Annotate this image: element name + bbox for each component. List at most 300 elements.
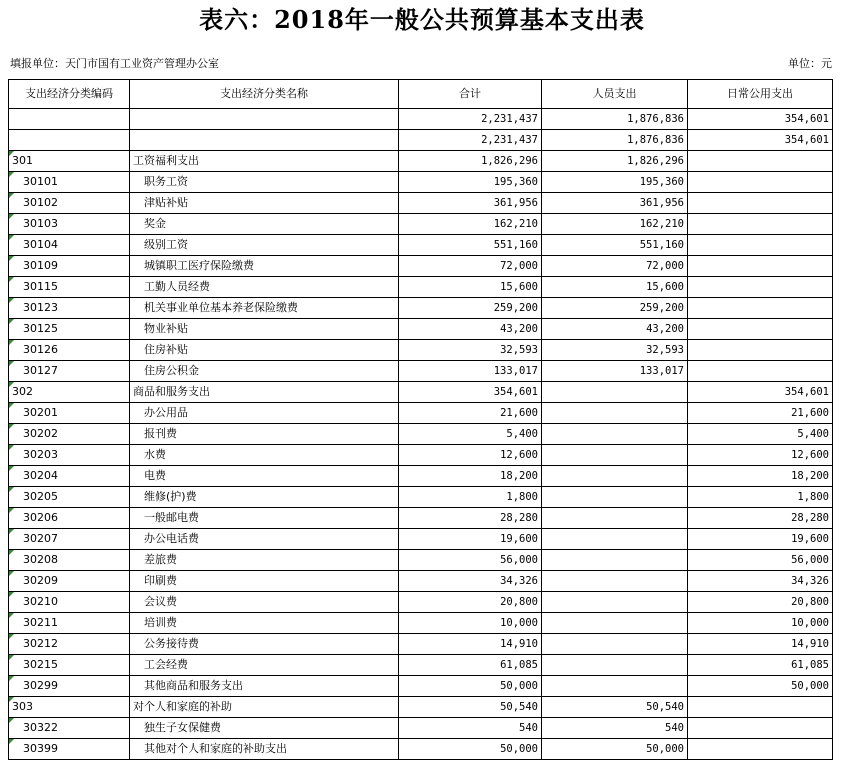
row-personnel-cell bbox=[542, 529, 688, 550]
cell-text: 195,360 bbox=[493, 176, 538, 188]
cell-flag-icon bbox=[9, 613, 14, 618]
table-row bbox=[9, 424, 833, 445]
cell-text: 21,600 bbox=[791, 407, 829, 419]
row-name-cell bbox=[130, 676, 399, 697]
row-name-cell bbox=[130, 361, 399, 382]
row-personnel-cell bbox=[542, 214, 688, 235]
cell-text: 540 bbox=[519, 722, 538, 734]
cell-text: 30206 bbox=[23, 511, 58, 524]
row-public-cell bbox=[688, 571, 833, 592]
row-personnel-cell bbox=[542, 277, 688, 298]
row-public-cell bbox=[688, 529, 833, 550]
row-personnel-cell bbox=[542, 298, 688, 319]
row-personnel-cell bbox=[542, 676, 688, 697]
cell-text: 1,826,296 bbox=[481, 155, 538, 167]
row-public-cell bbox=[688, 550, 833, 571]
row-public-cell bbox=[688, 382, 833, 403]
row-total-cell bbox=[399, 655, 542, 676]
cell-text: 20,800 bbox=[500, 596, 538, 608]
table-row bbox=[9, 361, 833, 382]
cell-text: 354,601 bbox=[784, 386, 829, 398]
cell-text: 机关事业单位基本养老保险缴费 bbox=[144, 301, 298, 314]
cell-text: 30125 bbox=[23, 322, 58, 335]
row-code-cell bbox=[9, 445, 130, 466]
row-total-cell bbox=[399, 424, 542, 445]
cell-text: 30109 bbox=[23, 259, 58, 272]
cell-text: 城镇职工医疗保险缴费 bbox=[144, 259, 254, 272]
table-row bbox=[9, 277, 833, 298]
cell-text: 30211 bbox=[23, 616, 58, 629]
row-code-cell bbox=[9, 214, 130, 235]
cell-text: 公务接待费 bbox=[144, 637, 199, 650]
row-personnel-cell bbox=[542, 445, 688, 466]
table-row bbox=[9, 340, 833, 361]
cell-flag-icon bbox=[9, 172, 14, 177]
cell-text: 30101 bbox=[23, 175, 58, 188]
cell-text: 水费 bbox=[144, 448, 166, 461]
cell-text: 30208 bbox=[23, 553, 58, 566]
cell-text: 14,910 bbox=[791, 638, 829, 650]
cell-text: 50,540 bbox=[500, 701, 538, 713]
cell-text: 259,200 bbox=[639, 302, 684, 314]
row-total-cell bbox=[399, 739, 542, 760]
cell-flag-icon bbox=[9, 655, 14, 660]
row-code-cell bbox=[9, 361, 130, 382]
table-header-row bbox=[9, 80, 833, 109]
row-code-cell bbox=[9, 130, 130, 151]
cell-text: 20,800 bbox=[791, 596, 829, 608]
cell-text: 56,000 bbox=[500, 554, 538, 566]
row-name-cell bbox=[130, 109, 399, 130]
table-row bbox=[9, 613, 833, 634]
row-code-cell bbox=[9, 571, 130, 592]
cell-text: 30203 bbox=[23, 448, 58, 461]
row-public-cell bbox=[688, 466, 833, 487]
row-total-cell bbox=[399, 298, 542, 319]
table-row bbox=[9, 550, 833, 571]
row-total-cell bbox=[399, 403, 542, 424]
row-name-cell bbox=[130, 382, 399, 403]
row-personnel-cell bbox=[542, 508, 688, 529]
row-name-cell bbox=[130, 613, 399, 634]
cell-flag-icon bbox=[9, 403, 14, 408]
row-name-cell bbox=[130, 424, 399, 445]
row-personnel-cell bbox=[542, 550, 688, 571]
row-code-cell bbox=[9, 403, 130, 424]
cell-text: 28,280 bbox=[500, 512, 538, 524]
table-row bbox=[9, 109, 833, 130]
cell-text: 30210 bbox=[23, 595, 58, 608]
cell-text: 工资福利支出 bbox=[133, 154, 199, 167]
row-personnel-cell bbox=[542, 613, 688, 634]
row-personnel-cell bbox=[542, 739, 688, 760]
cell-text: 30103 bbox=[23, 217, 58, 230]
cell-flag-icon bbox=[9, 466, 14, 471]
cell-text: 162,210 bbox=[639, 218, 684, 230]
row-code-cell bbox=[9, 298, 130, 319]
table-row bbox=[9, 571, 833, 592]
cell-text: 30202 bbox=[23, 427, 58, 440]
cell-text: 5,400 bbox=[506, 428, 538, 440]
cell-text: 10,000 bbox=[500, 617, 538, 629]
cell-flag-icon bbox=[9, 571, 14, 576]
row-name-cell bbox=[130, 508, 399, 529]
cell-text: 30115 bbox=[23, 280, 58, 293]
row-public-cell bbox=[688, 508, 833, 529]
cell-text: 物业补贴 bbox=[144, 322, 188, 335]
cell-flag-icon bbox=[9, 676, 14, 681]
cell-text: 133,017 bbox=[493, 365, 538, 377]
cell-text: 维修(护)费 bbox=[144, 490, 197, 503]
row-total-cell bbox=[399, 613, 542, 634]
row-personnel-cell bbox=[542, 634, 688, 655]
cell-text: 独生子女保健费 bbox=[144, 721, 221, 734]
cell-text: 162,210 bbox=[493, 218, 538, 230]
cell-flag-icon bbox=[9, 193, 14, 198]
cell-text: 303 bbox=[12, 700, 33, 713]
cell-text: 28,280 bbox=[791, 512, 829, 524]
row-name-cell bbox=[130, 319, 399, 340]
cell-text: 1,826,296 bbox=[627, 155, 684, 167]
table-row bbox=[9, 214, 833, 235]
cell-text: 354,601 bbox=[784, 113, 829, 125]
cell-text: 551,160 bbox=[493, 239, 538, 251]
row-name-cell bbox=[130, 193, 399, 214]
row-code-cell bbox=[9, 466, 130, 487]
row-personnel-cell bbox=[542, 235, 688, 256]
cell-flag-icon bbox=[9, 382, 14, 387]
cell-text: 50,000 bbox=[500, 680, 538, 692]
row-total-cell bbox=[399, 130, 542, 151]
cell-text: 住房公积金 bbox=[144, 364, 199, 377]
row-personnel-cell bbox=[542, 466, 688, 487]
cell-text: 301 bbox=[12, 154, 33, 167]
row-personnel-cell bbox=[542, 256, 688, 277]
cell-text: 30123 bbox=[23, 301, 58, 314]
table-row bbox=[9, 466, 833, 487]
cell-text: 30127 bbox=[23, 364, 58, 377]
row-personnel-cell bbox=[542, 487, 688, 508]
row-public-cell bbox=[688, 340, 833, 361]
row-total-cell bbox=[399, 634, 542, 655]
row-personnel-cell bbox=[542, 151, 688, 172]
row-public-cell bbox=[688, 277, 833, 298]
cell-text: 30299 bbox=[23, 679, 58, 692]
currency-unit: 单位：元 bbox=[788, 57, 832, 70]
row-total-cell bbox=[399, 529, 542, 550]
row-name-cell bbox=[130, 172, 399, 193]
row-personnel-cell bbox=[542, 655, 688, 676]
row-total-cell bbox=[399, 340, 542, 361]
row-name-cell bbox=[130, 130, 399, 151]
cell-text: 30126 bbox=[23, 343, 58, 356]
cell-text: 1,800 bbox=[797, 491, 829, 503]
row-name-cell bbox=[130, 403, 399, 424]
cell-text: 津贴补贴 bbox=[144, 196, 188, 209]
row-personnel-cell bbox=[542, 403, 688, 424]
cell-text: 30212 bbox=[23, 637, 58, 650]
cell-text: 一般邮电费 bbox=[144, 511, 199, 524]
row-public-cell bbox=[688, 214, 833, 235]
row-public-cell bbox=[688, 634, 833, 655]
cell-text: 302 bbox=[12, 385, 33, 398]
cell-text: 34,326 bbox=[791, 575, 829, 587]
table-row bbox=[9, 403, 833, 424]
cell-flag-icon bbox=[9, 298, 14, 303]
row-total-cell bbox=[399, 277, 542, 298]
cell-text: 2,231,437 bbox=[481, 113, 538, 125]
cell-flag-icon bbox=[9, 529, 14, 534]
row-public-cell bbox=[688, 109, 833, 130]
cell-flag-icon bbox=[9, 151, 14, 156]
row-code-cell bbox=[9, 718, 130, 739]
row-total-cell bbox=[399, 676, 542, 697]
table-row bbox=[9, 130, 833, 151]
cell-text: 培训费 bbox=[144, 616, 177, 629]
cell-text: 1,800 bbox=[506, 491, 538, 503]
row-name-cell bbox=[130, 718, 399, 739]
row-code-cell bbox=[9, 697, 130, 718]
row-name-cell bbox=[130, 151, 399, 172]
cell-text: 办公用品 bbox=[144, 406, 188, 419]
row-public-cell bbox=[688, 445, 833, 466]
row-public-cell bbox=[688, 151, 833, 172]
row-public-cell bbox=[688, 655, 833, 676]
cell-text: 50,000 bbox=[500, 743, 538, 755]
reporting-unit: 填报单位：天门市国有工业资产管理办公室 bbox=[10, 57, 219, 70]
row-code-cell bbox=[9, 634, 130, 655]
cell-text: 21,600 bbox=[500, 407, 538, 419]
row-name-cell bbox=[130, 571, 399, 592]
cell-flag-icon bbox=[9, 340, 14, 345]
cell-text: 15,600 bbox=[500, 281, 538, 293]
row-name-cell bbox=[130, 235, 399, 256]
cell-text: 1,876,836 bbox=[627, 134, 684, 146]
row-total-cell bbox=[399, 361, 542, 382]
row-total-cell bbox=[399, 466, 542, 487]
row-total-cell bbox=[399, 214, 542, 235]
cell-text: 工勤人员经费 bbox=[144, 280, 210, 293]
cell-text: 1,876,836 bbox=[627, 113, 684, 125]
row-personnel-cell bbox=[542, 361, 688, 382]
cell-text: 50,000 bbox=[791, 680, 829, 692]
row-code-cell bbox=[9, 739, 130, 760]
row-name-cell bbox=[130, 214, 399, 235]
table-row bbox=[9, 718, 833, 739]
row-personnel-cell bbox=[542, 592, 688, 613]
cell-text: 30207 bbox=[23, 532, 58, 545]
table-row bbox=[9, 298, 833, 319]
row-code-cell bbox=[9, 340, 130, 361]
cell-text: 12,600 bbox=[500, 449, 538, 461]
cell-text: 259,200 bbox=[493, 302, 538, 314]
row-public-cell bbox=[688, 361, 833, 382]
cell-flag-icon bbox=[9, 739, 14, 744]
row-total-cell bbox=[399, 256, 542, 277]
cell-text: 30201 bbox=[23, 406, 58, 419]
page-title: 表六：2018年一般公共预算基本支出表 bbox=[199, 5, 645, 34]
row-code-cell bbox=[9, 235, 130, 256]
cell-flag-icon bbox=[9, 256, 14, 261]
row-total-cell bbox=[399, 592, 542, 613]
row-public-cell bbox=[688, 172, 833, 193]
row-code-cell bbox=[9, 613, 130, 634]
cell-text: 50,000 bbox=[646, 743, 684, 755]
table-row bbox=[9, 151, 833, 172]
row-code-cell bbox=[9, 151, 130, 172]
row-name-cell bbox=[130, 550, 399, 571]
budget-table bbox=[8, 79, 833, 760]
cell-text: 30322 bbox=[23, 721, 58, 734]
row-public-cell bbox=[688, 676, 833, 697]
row-code-cell bbox=[9, 592, 130, 613]
table-row bbox=[9, 676, 833, 697]
row-public-cell bbox=[688, 718, 833, 739]
cell-flag-icon bbox=[9, 487, 14, 492]
cell-text: 56,000 bbox=[791, 554, 829, 566]
table-body bbox=[9, 109, 833, 760]
row-code-cell bbox=[9, 193, 130, 214]
row-total-cell bbox=[399, 382, 542, 403]
row-code-cell bbox=[9, 529, 130, 550]
row-personnel-cell bbox=[542, 697, 688, 718]
cell-text: 差旅费 bbox=[144, 553, 177, 566]
cell-text: 30399 bbox=[23, 742, 58, 755]
row-total-cell bbox=[399, 508, 542, 529]
row-total-cell bbox=[399, 487, 542, 508]
cell-flag-icon bbox=[9, 592, 14, 597]
cell-flag-icon bbox=[9, 214, 14, 219]
cell-text: 职务工资 bbox=[144, 175, 188, 188]
row-personnel-cell bbox=[542, 109, 688, 130]
table-row bbox=[9, 739, 833, 760]
row-total-cell bbox=[399, 235, 542, 256]
row-code-cell bbox=[9, 655, 130, 676]
cell-flag-icon bbox=[9, 508, 14, 513]
cell-text: 10,000 bbox=[791, 617, 829, 629]
cell-text: 19,600 bbox=[500, 533, 538, 545]
cell-text: 会议费 bbox=[144, 595, 177, 608]
row-public-cell bbox=[688, 193, 833, 214]
cell-text: 18,200 bbox=[791, 470, 829, 482]
row-personnel-cell bbox=[542, 319, 688, 340]
cell-flag-icon bbox=[9, 718, 14, 723]
cell-text: 其他对个人和家庭的补助支出 bbox=[144, 742, 287, 755]
table-row bbox=[9, 382, 833, 403]
row-code-cell bbox=[9, 172, 130, 193]
row-name-cell bbox=[130, 634, 399, 655]
row-name-cell bbox=[130, 739, 399, 760]
table-row bbox=[9, 193, 833, 214]
row-total-cell bbox=[399, 319, 542, 340]
row-total-cell bbox=[399, 718, 542, 739]
cell-text: 印刷费 bbox=[144, 574, 177, 587]
row-personnel-cell bbox=[542, 130, 688, 151]
cell-text: 361,956 bbox=[493, 197, 538, 209]
row-code-cell bbox=[9, 109, 130, 130]
table-row bbox=[9, 319, 833, 340]
row-public-cell bbox=[688, 592, 833, 613]
cell-text: 商品和服务支出 bbox=[133, 385, 210, 398]
row-total-cell bbox=[399, 193, 542, 214]
table-row bbox=[9, 235, 833, 256]
row-name-cell bbox=[130, 697, 399, 718]
cell-text: 72,000 bbox=[500, 260, 538, 272]
cell-text: 住房补贴 bbox=[144, 343, 188, 356]
table-row bbox=[9, 592, 833, 613]
cell-flag-icon bbox=[9, 445, 14, 450]
row-total-cell bbox=[399, 109, 542, 130]
row-public-cell bbox=[688, 235, 833, 256]
table-row bbox=[9, 172, 833, 193]
cell-text: 354,601 bbox=[784, 134, 829, 146]
cell-flag-icon bbox=[9, 361, 14, 366]
column-header-total: 合计 bbox=[399, 80, 542, 109]
cell-text: 电费 bbox=[144, 469, 166, 482]
row-public-cell bbox=[688, 697, 833, 718]
row-name-cell bbox=[130, 298, 399, 319]
column-header-code: 支出经济分类编码 bbox=[9, 80, 130, 109]
cell-text: 办公电话费 bbox=[144, 532, 199, 545]
cell-text: 工会经费 bbox=[144, 658, 188, 671]
row-code-cell bbox=[9, 487, 130, 508]
cell-text: 43,200 bbox=[646, 323, 684, 335]
row-total-cell bbox=[399, 172, 542, 193]
row-personnel-cell bbox=[542, 382, 688, 403]
row-public-cell bbox=[688, 487, 833, 508]
row-name-cell bbox=[130, 256, 399, 277]
table-row bbox=[9, 529, 833, 550]
cell-text: 195,360 bbox=[639, 176, 684, 188]
cell-text: 61,085 bbox=[791, 659, 829, 671]
table-row bbox=[9, 445, 833, 466]
row-personnel-cell bbox=[542, 571, 688, 592]
cell-text: 133,017 bbox=[639, 365, 684, 377]
row-total-cell bbox=[399, 151, 542, 172]
cell-text: 34,326 bbox=[500, 575, 538, 587]
table-row bbox=[9, 487, 833, 508]
table-row bbox=[9, 256, 833, 277]
cell-text: 18,200 bbox=[500, 470, 538, 482]
cell-text: 30209 bbox=[23, 574, 58, 587]
cell-text: 其他商品和服务支出 bbox=[144, 679, 243, 692]
cell-text: 30204 bbox=[23, 469, 58, 482]
row-name-cell bbox=[130, 277, 399, 298]
row-name-cell bbox=[130, 529, 399, 550]
row-code-cell bbox=[9, 676, 130, 697]
cell-text: 14,910 bbox=[500, 638, 538, 650]
column-header-public: 日常公用支出 bbox=[688, 80, 833, 109]
cell-text: 361,956 bbox=[639, 197, 684, 209]
row-code-cell bbox=[9, 382, 130, 403]
cell-text: 报刊费 bbox=[144, 427, 177, 440]
cell-flag-icon bbox=[9, 550, 14, 555]
row-code-cell bbox=[9, 256, 130, 277]
row-personnel-cell bbox=[542, 718, 688, 739]
cell-text: 551,160 bbox=[639, 239, 684, 251]
table-row bbox=[9, 634, 833, 655]
cell-flag-icon bbox=[9, 697, 14, 702]
cell-text: 43,200 bbox=[500, 323, 538, 335]
row-public-cell bbox=[688, 130, 833, 151]
cell-flag-icon bbox=[9, 235, 14, 240]
row-code-cell bbox=[9, 424, 130, 445]
cell-text: 30102 bbox=[23, 196, 58, 209]
row-total-cell bbox=[399, 550, 542, 571]
row-personnel-cell bbox=[542, 172, 688, 193]
cell-text: 30205 bbox=[23, 490, 58, 503]
row-public-cell bbox=[688, 613, 833, 634]
